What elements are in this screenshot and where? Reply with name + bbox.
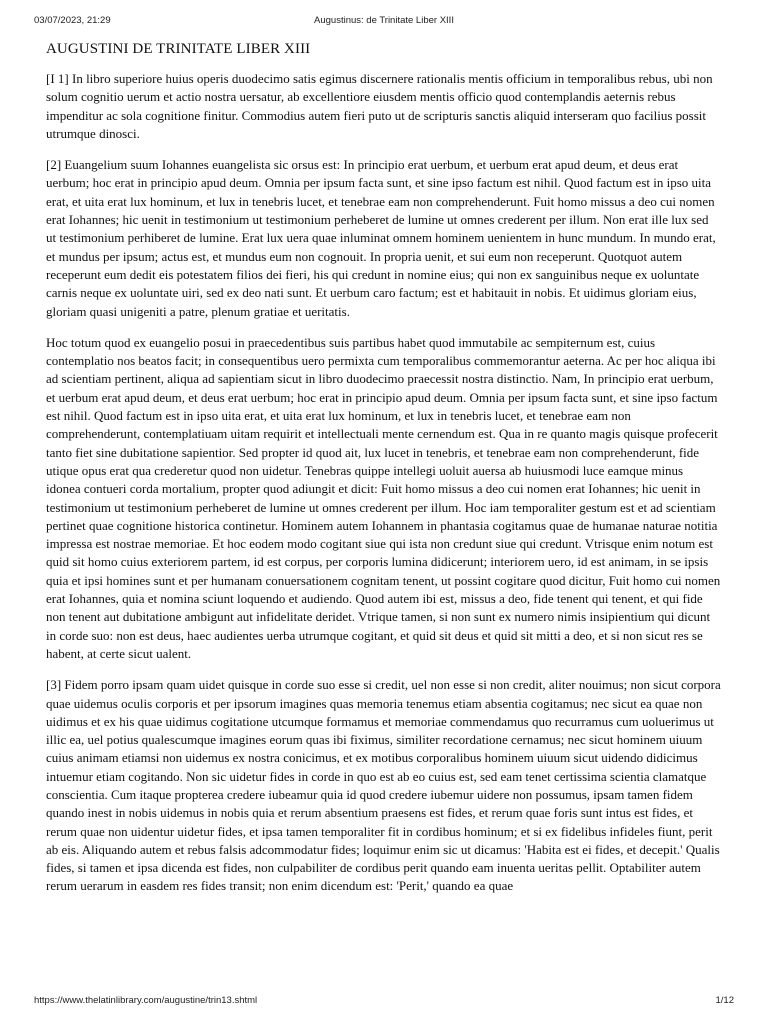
print-header <box>34 15 734 29</box>
print-page-title: Augustinus: de Trinitate Liber XIII <box>314 15 454 26</box>
document-body <box>46 41 721 909</box>
page-number: 1/12 <box>715 995 734 1006</box>
paragraph-2: [2] Euangelium suum Iohannes euangelista sic orsus est: In principio erat uerbum, et uerbum erat apud deum, et deus erat uerbum; hoc erat in principio apud deum. Omnia per ipsum facta sunt, et sine ipso factum est nihil. Quod factum est in ipso uita erat, et uita erat lux hominum, et lux in tenebris lucet, et tenebrae eam non comprehenderunt. Fuit homo missus a deo cui nomen erat Iohannes; hic uenit in testimonium ut testimonium perheberet de lumine ut omnes crederent per illum. Non erat ille lux sed ut testimonium perhiberet de lumine. Erat lux uera quae inluminat omnem hominem uenientem in hunc mundum. In mundo erat, et mundus per ipsum; actus est, et mundus eum non cognouit. In propria uenit, et sui eum non receperunt. Quotquot autem receperunt eum dedit eis potestatem filios dei fieri, his qui credunt in nomine eius; qui non ex sanguinibus neque ex uoluntate carnis neque ex uoluntate uiri, sed ex deo nati sunt. Et uerbum caro factum; est et habitauit in nobis. Et uidimus gloriam eius, gloriam quasi unigeniti a patre, plenum gratiae et ueritatis. <box>46 157 716 319</box>
paragraph-1: [I 1] In libro superiore huius operis duodecimo satis egimus discernere rationalis mentis officium in temporalibus rebus, ubi non solum cognitio uerum et actio nostra uersatur, ab excellentiore eiusdem mentis officio quod contemplandis aeternis rebus impenditur ac sola cognitione finitur. Commodius autem fieri puto ut de scripturis sanctis aliquid interseram quo facilius possit utrumque dinosci. <box>46 71 713 141</box>
document-title: AUGUSTINI DE TRINITATE LIBER XIII <box>46 41 311 57</box>
print-timestamp: 03/07/2023, 21:29 <box>34 15 111 26</box>
paragraph-4: [3] Fidem porro ipsam quam uidet quisque in corde suo esse si credit, uel non esse si non credit, aliter nouimus; non sicut corpora quae uidemus oculis corporis et per ipsorum imagines quas memoria tenemus etiam absentia cogitamus; nec sicut ea quae non uidimus et ex his quae uidimus cogitatione utcumque formamus et memoriae commendamus quo recurramus cum uoluerimus ut illic ea, uel potius qualescumque imagines eorum quas ibi fiximus, similiter recordatione cernamus; nec sicut hominem uiuum cuius animam etiamsi non uidemus ex nostra conicimus, et ex motibus corporalibus hominem uiuum sicut uidendo didicimus intuemur etiam cogitando. Non sic uidetur fides in corde in quo est ab eo cuius est, sed eam tenet certissima scientia clamatque conscientia. Cum itaque propterea credere iubeamur quia id quod credere iubemur uidere non possumus, ipsam tamen fidem quando inest in nobis uidemus in nobis quia et rerum absentium praesens est fides, et rerum quae foris sunt intus est fides, et rerum quae non uidentur uidetur fides, et ipsa tamen temporaliter fit in cordibus hominum; et si ex fidelibus infideles fiunt, perit ab eis. Aliquando autem et rebus falsis adcommodatur fides; loquimur enim sic ut dicamus: 'Habita est ei fides, et decepit.' Qualis fides, si tamen et ipsa dicenda est fides, non culpabiliter de cordibus perit quando eam inuenta ueritas pellit. Optabiliter autem rerum uerarum in easdem res fides transit; non enim dicendum est: 'Perit,' quando ea quae <box>46 677 721 894</box>
paragraph-3: Hoc totum quod ex euangelio posui in praecedentibus suis partibus habet quod immutabile ac sempiternum est, cuius contemplatio nos beatos facit; in consequentibus uero permixta cum temporalibus commemorantur aeterna. Ac per hoc aliqua ibi ad scientiam pertinent, aliqua ad sapientiam sicut in libro duodecimo praecessit nostra distinctio. Nam, In principio erat uerbum, et uerbum erat apud deum, et deus erat uerbum; hoc erat in principio apud deum. Omnia per ipsum facta sunt, et sine ipso factum est nihil. Quod factum est in ipso uita erat, et uita erat lux hominum, et lux in tenebris lucet, et tenebrae eam non comprehenderunt, contemplatiuam uitam requirit et intellectuali mente cernendum est. Qua in re quanto magis quisque profecerit tanto fiet sine dubitatione sapientior. Sed propter id quod ait, lux lucet in tenebris, et tenebrae eam non comprehenderunt, fide utique opus erat qua crederetur quod non uidetur. Tenebras quippe intellegi uoluit auersa ab huiusmodi luce eamque minus idonea contueri corda mortalium, propter quod adiungit et dicit: Fuit homo missus a deo cui nomen erat Iohannes; hic uenit in testimonium ut testimonium perheberet de lumine ut omnes crederent per illum. Hoc iam temporaliter gestum est et ad scientiam pertinet quae cognitione historica continetur. Hominem autem Iohannem in phantasia cogitamus quae de humanae naturae notitia impressa est nostrae memoriae. Et hoc eodem modo cogitant siue qui ista non credunt siue qui credunt. Vtrisque enim notum est quid sit homo cuius exteriorem partem, id est corpus, per corporis lumina didicerunt; interiorem uero, id est animam, in se ipsis quia et ipsi homines sunt et per humanam conuersationem cognitam tenent, ut possint cogitare quod dicitur, Fuit homo cui nomen erat Iohannes, quia et nomina sciunt loquendo et audiendo. Quod autem ibi est, missus a deo, fide tenent qui tenent, et qui fide non tenent aut dubitatione ambigunt aut infidelitate deridet. Vtrique tamen, si non sunt ex numero nimis insipientium qui dicunt in corde suo: non est deus, haec audientes uerba utrumque cogitant, et quid sit deus et quid sit mitti a deo, et si non sicut res se habent, at certe sicut ualent. <box>46 334 721 661</box>
print-footer <box>34 995 734 1009</box>
page-url: https://www.thelatinlibrary.com/augustine/trin13.shtml <box>34 995 258 1006</box>
